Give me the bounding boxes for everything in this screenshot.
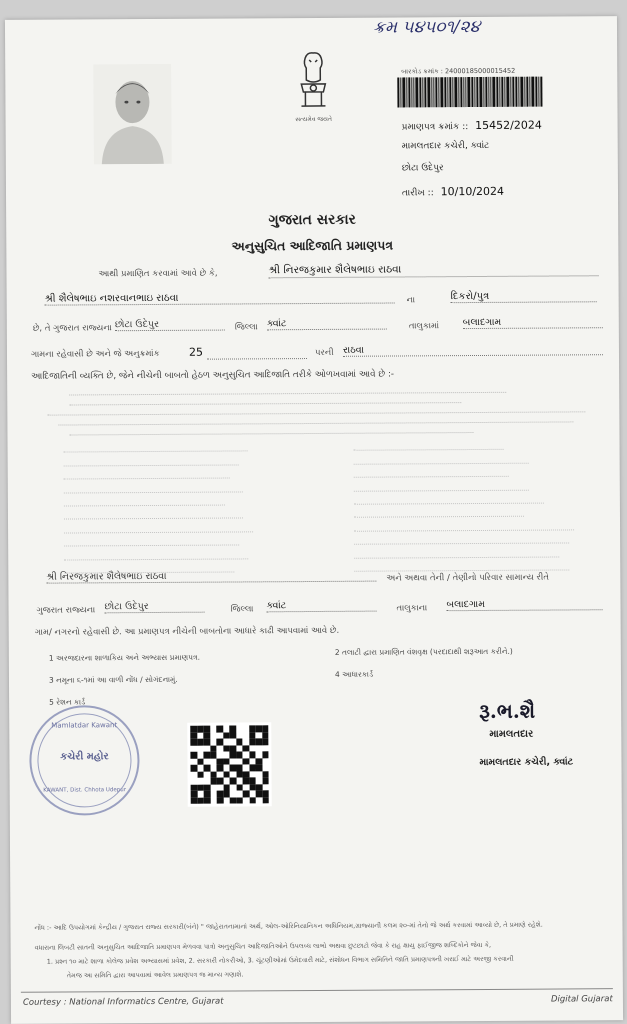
handwritten-reference: ક્રમ ૫૪૫૦૧/૨૪ xyxy=(372,16,481,38)
basis-item-4: 4 આધારકાર્ડ xyxy=(334,669,374,679)
footer-divider xyxy=(21,988,613,993)
cert-date: 10/10/2024 xyxy=(440,184,505,199)
certificate-page xyxy=(5,16,623,1024)
orders-right-column xyxy=(353,436,604,571)
stamp-center-text: કચેરી મહોર xyxy=(60,751,109,763)
issuing-district: છોટા ઉદેપુર xyxy=(401,163,444,174)
village-name-repeat: બલાદગામ xyxy=(446,598,602,611)
qr-code xyxy=(187,722,272,807)
cert-number-label: પ્રમાણપત્ર ક્રમાંક :: xyxy=(401,122,469,133)
barcode xyxy=(397,76,567,107)
orders-block-top xyxy=(47,382,607,435)
signer-title: મામલતદાર xyxy=(489,728,534,740)
anukram-label: ગામના રહેવાસી છે અને જે અનુક્રમાંક xyxy=(30,348,160,360)
taluka-name-repeat: ક્વાંટ xyxy=(266,600,376,613)
na-label: ના xyxy=(406,295,416,306)
talukana-label: તાલુકાના xyxy=(396,603,428,614)
parni-label: પરની xyxy=(314,347,334,358)
applicant-name-repeat: શ્રી નિરજકુમાર શૈલેષભાઇ રાઠવા xyxy=(46,570,376,584)
relation: દિકરો/પુત્ર xyxy=(451,290,597,303)
emblem-caption: સત્યમેવ જયતે xyxy=(295,115,332,124)
taluka-name: ક્વાંટ xyxy=(267,318,387,331)
footnote-3: 1. પ્રશ્ન ૧૦ માટે શાળા કોલેજ પ્રવેશ અભ્યાસમાં પ્રવેશ, 2. સરકારી નોકરીઓ, 3. ચૂંટણીઓમાં ઉમેદવારી માટે, સંશોધન વિભાગ સમિતિને જાતિ પ્રમાણપત્રની ખરાઈ માટે અરજી કરવાની xyxy=(46,954,514,966)
anukram-number: 25 xyxy=(188,345,204,359)
certificate-date-row xyxy=(402,185,504,199)
basis-item-1: 1 અરજદારના શાળાકિય અને અભ્યાસ પ્રમાણપત્ર. xyxy=(48,652,201,663)
village-name: બલાદગામ xyxy=(463,316,603,329)
district-name-repeat: છોટા ઉદેપુર xyxy=(104,601,204,614)
basis-statement: ગામ/ નગરનો રહેવાસી છે. આ પ્રમાણપત્ર નીચેની બાબતોના આધારે કાઢી આપવામાં આવે છે. xyxy=(34,625,340,638)
basis-item-5: 5 રેશન કાર્ડ xyxy=(49,697,86,707)
father-name: શ્રી શૈલેષભાઇ નશરવાનભાઇ રાઠવા xyxy=(45,292,395,306)
basis-item-3: 3 નમૂના ૬-૧માં આ વાળી નોંધ / સોગંદનામું. xyxy=(48,674,178,685)
cert-date-label: તારીખ :: xyxy=(401,188,434,199)
barcode-number: બારકોડ ક્રમાંક : 24000185000015452 xyxy=(401,66,516,76)
family-residence-label: અને અથવા તેની / તેણીનો પરિવાર સામાન્ય રીતે xyxy=(386,572,550,584)
district-name: છોટા ઉદેપુર xyxy=(115,319,225,332)
courtesy: Courtesy : National Informatics Centre, Gujarat xyxy=(22,996,224,1008)
stamp-ring-text: Mamlatdar Kawant xyxy=(51,721,118,730)
certify-label: આથી પ્રમાણિત કરવામાં આવે છે કે, xyxy=(98,268,218,280)
issuing-office: મામલતદાર કચેરી, ક્વાંટ xyxy=(401,140,490,152)
footnote-1: નોંધ :- આદિ ઉપયોગમાં કેન્દ્રીય / ગુજરાત રાજ્ય સરકારી(બંને) " જાહેરાતનામાનાં અર્થ, ઓલ-ઓરિનિયાનિકન અધિનિયમ,ગ્રાજ્યાની કલમ ૨૦-માં તેનો જે અર્થ કરવામાં આવ્યો છે, તે પ્રમાણે રહેશે. xyxy=(34,920,543,932)
footnote-4: તેમજ આ સમિતિ દ્વારા આપવામાં આવેલ પ્રમાણપત્ર જ માન્ય ગણાશે. xyxy=(66,970,244,980)
certificate-number-row xyxy=(402,119,542,133)
applicant-photo xyxy=(93,64,172,164)
caste-name: રાઠવા xyxy=(343,343,603,357)
cert-number: 15452/2024 xyxy=(475,118,542,133)
state-emblem xyxy=(283,50,343,124)
tribe-statement: આદિજાતિની વ્યક્તિ છે, જેને નીચેની બાબતો હેઠળ અનુસુચિત આદિજાતિ તરીકે ઓળખવામાં આવે છે :- xyxy=(31,369,395,382)
jillo-label-repeat: જિલ્લા xyxy=(230,604,254,615)
signer-office: મામલતદાર કચેરી, ક્વાંટ xyxy=(479,756,574,768)
signature: રૂ.ભ.શૈ xyxy=(479,698,536,723)
state-label: છે, તે ગુજરાત રાજ્યના xyxy=(32,323,112,334)
applicant-name: શ્રી નિરજકુમાર શૈલેષભાઇ રાઠવા xyxy=(268,262,598,278)
anukram-underline xyxy=(207,358,307,360)
stamp-bottom-text: KAWANT, Dist. Chhota Udepur xyxy=(43,787,127,794)
official-stamp xyxy=(29,705,140,816)
gujarat-label: ગુજરાત રાજ્યના xyxy=(36,605,96,616)
certificate-title: અનુસુચિત આદિજાતિ પ્રમાણપત્ર xyxy=(231,237,394,254)
footnote-2: વધારાના લિબટી સાતની અનુસુચિત આદિજાતિ પ્રમાણપત્ર મેળવવા પાત્રો અનુસુચિત આદિજાતિઓને ઉપલબ્ધ લાભો અથવા છુટછાટો જેવા કે રાહ ક્ષાયુ ફાઈજીજ શબ્દિકોને જેવા કે, xyxy=(34,940,492,952)
jillo-label: જિલ્લા xyxy=(234,322,258,333)
govt-title: ગુજરાત સરકાર xyxy=(268,211,356,229)
orders-left-column xyxy=(64,438,295,573)
digital-gujarat: Digital Gujarat xyxy=(550,994,613,1005)
lion-capital-icon xyxy=(293,50,333,112)
basis-item-2: 2 તલાટી દ્વારા પ્રમાણિત વંશવૃક્ષ (પરદાદાથી શરૂઆત કરીને.) xyxy=(334,646,513,657)
talukama-label: તાલુકામાં xyxy=(408,321,440,332)
